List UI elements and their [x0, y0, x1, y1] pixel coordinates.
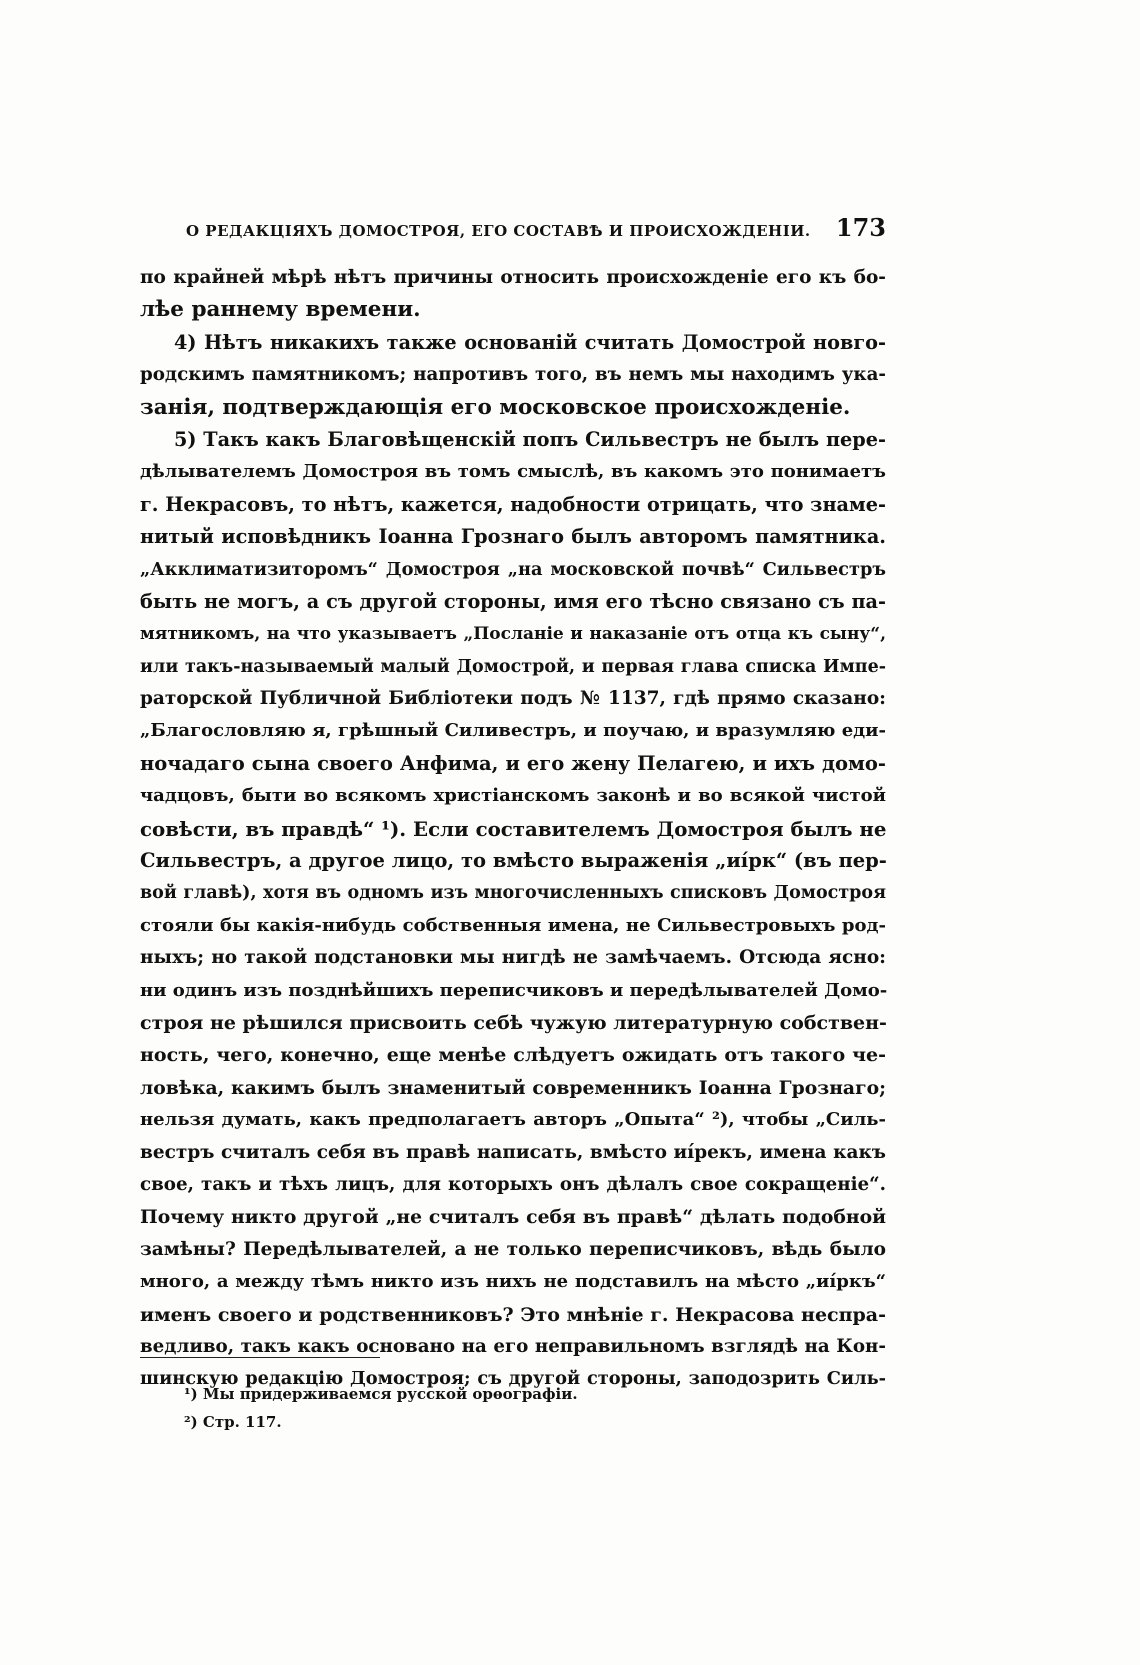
text-line: ночадаго сына своего Анфима, и его жену Пелагею, и ихъ домо-	[140, 751, 886, 775]
page-number: 173	[835, 213, 886, 242]
text-line: вой главѣ), хотя въ одномъ изъ многочисленныхъ списковъ Домостроя	[140, 883, 886, 904]
text-line: чадцовъ, быти во всякомъ христіанскомъ законѣ и во всякой чистой	[140, 785, 886, 807]
text-line: шинскую редакцію Домостроя; съ другой стороны, заподозрить Силь-	[140, 1368, 886, 1390]
text-line: нельзя думать, какъ предполагаетъ авторъ „Опыта“ ²), чтобы „Силь-	[140, 1109, 886, 1131]
text-line: „Благословляю я, грѣшный Силивестръ, и поучаю, и вразумляю еди-	[140, 720, 886, 742]
text-line: ность, чего, конечно, еще менѣе слѣдуетъ ожидать отъ такого че-	[140, 1044, 886, 1067]
text-line: Почему никто другой „не считалъ себя въ правѣ“ дѣлать подобной	[140, 1206, 886, 1229]
text-line: совѣсти, въ правдѣ“ ¹). Если составителемъ Домостроя былъ не	[140, 816, 887, 841]
text-line: мятникомъ, на что указываетъ „Посланіе и наказаніе отъ отца къ сыну“,	[140, 624, 886, 645]
text-line: „Акклиматизиторомъ“ Домостроя „на московской почвѣ“ Сильвестръ	[140, 558, 886, 580]
footnote-divider	[140, 1357, 380, 1358]
text-line: 4) Нѣтъ никакихъ также основаній считать Домострой новго-	[174, 330, 886, 354]
text-line: родскимъ памятникомъ; напротивъ того, въ немъ мы находимъ ука-	[140, 364, 886, 386]
running-head	[186, 213, 886, 247]
text-line: или такъ-называемый малый Домострой, и первая глава списка Импе-	[140, 656, 886, 677]
text-line: ни одинъ изъ позднѣйшихъ переписчиковъ и передѣлывателей Домо-	[140, 979, 888, 1001]
running-title: О РЕДАКЦІЯХЪ ДОМОСТРОЯ, ЕГО СОСТАВѢ И ПРОИСХОЖДЕНІИ.	[186, 222, 811, 240]
text-line: лѣе раннему времени.	[140, 297, 421, 323]
text-line: вестръ считалъ себя въ правѣ написать, вмѣсто иі́рекъ, имена какъ	[140, 1141, 886, 1163]
text-line: г. Некрасовъ, то нѣтъ, кажется, надобности отрицать, что знаме-	[140, 492, 886, 516]
text-line: стояли бы какія-нибудь собственныя имена, не Сильвестровыхъ род-	[140, 914, 886, 936]
text-line: нитый исповѣдникъ Іоанна Грознаго былъ авторомъ памятника.	[140, 525, 886, 549]
footnote-1: ¹) Мы придерживаемся русской орѳографіи.	[184, 1385, 578, 1403]
text-line: ныхъ; но такой подстановки мы нигдѣ не замѣчаемъ. Отсюда ясно:	[140, 947, 886, 969]
text-line: раторской Публичной Библіотеки подъ № 1137, гдѣ прямо сказано:	[140, 688, 886, 710]
text-line: занія, подтверждающія его московское происхожденіе.	[140, 394, 851, 420]
text-line: по крайней мѣрѣ нѣтъ причины относить происхожденіе его къ бо-	[140, 267, 886, 288]
text-line: строя не рѣшился присвоить себѣ чужую литературную собствен-	[140, 1011, 887, 1034]
footnotes	[184, 1380, 834, 1436]
text-line: дѣлывателемъ Домостроя въ томъ смыслѣ, въ какомъ это понимаетъ	[140, 461, 886, 483]
text-line: свое, такъ и тѣхъ лицъ, для которыхъ онъ дѣлалъ свое сокращеніе“.	[140, 1173, 886, 1195]
text-line: ведливо, такъ какъ основано на его неправильномъ взглядѣ на Кон-	[140, 1335, 886, 1357]
text-line: Сильвестръ, а другое лицо, то вмѣсто выраженія „иі́рк“ (въ пер-	[140, 849, 887, 873]
body-text	[140, 262, 886, 1396]
text-line: быть не могъ, а съ другой стороны, имя его тѣсно связано съ па-	[140, 589, 886, 613]
text-line: замѣны? Передѣлывателей, а не только переписчиковъ, вѣдь было	[140, 1238, 886, 1260]
footnote-2: ²) Стр. 117.	[184, 1413, 282, 1431]
text-line: много, а между тѣмъ никто изъ нихъ не подставилъ на мѣсто „иі́ркъ“	[140, 1271, 886, 1293]
text-line: 5) Такъ какъ Благовѣщенскій попъ Сильвестръ не былъ пере-	[174, 427, 886, 451]
text-line: ловѣка, какимъ былъ знаменитый современникъ Іоанна Грознаго;	[140, 1076, 886, 1099]
text-line: именъ своего и родственниковъ? Это мнѣніе г. Некрасова неспра-	[140, 1303, 886, 1326]
